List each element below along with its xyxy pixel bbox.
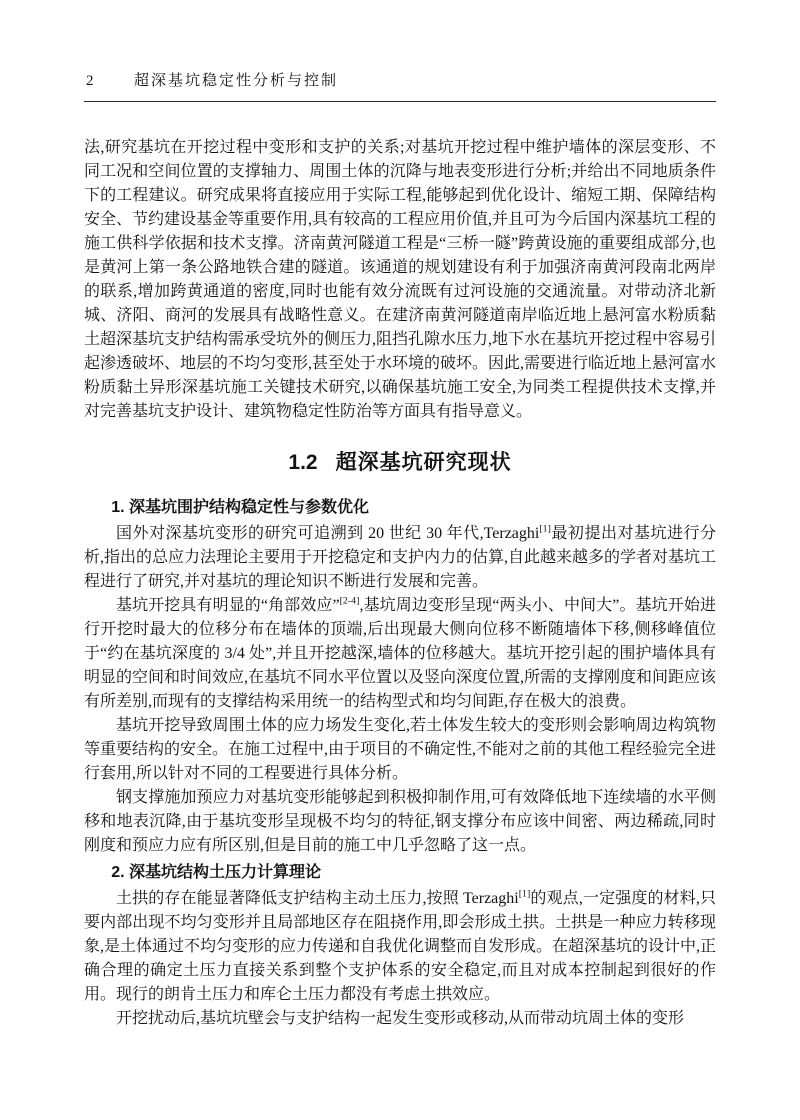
page-number: 2 bbox=[86, 73, 94, 89]
subsection-heading-2: 2. 深基坑结构土压力计算理论 bbox=[111, 864, 321, 881]
section-heading bbox=[84, 451, 716, 475]
section-title: 超深基坑研究现状 bbox=[335, 451, 512, 474]
paragraph: 国外对深基坑变形的研究可追溯到 20 世纪 30 年代,Terzaghi[1]最初提出对基坑进行分析,指出的总应力法理论主要用于开挖稳定和支护内力的估算,自此越来越多的学者对基坑工程进行了研究,并对基坑的理论知识不断进行发展和完善。 bbox=[84, 523, 717, 590]
paragraph: 基坑开挖具有明显的“角部效应”[2-4],基坑周边变形呈现“两头小、中间大”。基坑开始进行开挖时最大的位移分布在墙体的顶端,后出现最大侧向位移不断随墙体下移,侧移峰值位于“约在基坑深度的 3/4 处”,并且开挖越深,墙体的位移越大。基坑开挖引起的围护墙体具有明显的空间和时间效应,在基坑不同水平位置以及竖向深度位置,所需的支撑刚度和间距应该有所差别,而现有的支撑结构采用统一的结构型式和均匀间距,存在极大的浪费。 bbox=[84, 595, 717, 710]
paragraph-continuation: 法,研究基坑在开挖过程中变形和支护的关系;对基坑开挖过程中维护墙体的深层变形、不同工况和空间位置的支撑轴力、周围土体的沉降与地表变形进行分析;并给出不同地质条件下的工程建议。研究成果将直接应用于实际工程,能够起到优化设计、缩短工期、保障结构安全、节约建设基金等重要作用,具有较高的工程应用价值,并且可为今后国内深基坑工程的施工供科学依据和技术支撑。济南黄河隧道工程是“三桥一隧”跨黄设施的重要组成部分,也是黄河上第一条公路地铁合建的隧道。该通道的规划建设有利于加强济南黄河段南北两岸的联系,增加跨黄通道的密度,同时也能有效分流既有过河设施的交通流量。对带动济北新城、济阳、商河的发展具有战略性意义。在建济南黄河隧道南岸临近地上悬河富水粉质黏土超深基坑支护结构需承受坑外的侧压力,阻挡孔隙水压力,地下水在基坑开挖过程中容易引起渗透破坏、地层的不均匀变形,甚至处于水环境的破坏。因此,需要进行临近地上悬河富水粉质黏土异形深基坑施工关键技术研究,以确保基坑施工安全,为同类工程提供技术支撑,并对完善基坑支护设计、建筑物稳定性防治等方面具有指导意义。 bbox=[84, 139, 717, 420]
running-header bbox=[84, 70, 716, 102]
section-number: 1.2 bbox=[288, 451, 318, 474]
paragraph: 钢支撑施加预应力对基坑变形能够起到积极抑制作用,可有效降低地下连续墙的水平侧移和地表沉降,由于基坑变形呈现极不均匀的特征,钢支撑分布应该中间密、两边稀疏,同时刚度和预应力应有所区别,但是目前的施工中几乎忽略了这一点。 bbox=[84, 789, 716, 854]
paragraph: 基坑开挖导致周围土体的应力场发生变化,若土体发生较大的变形则会影响周边构筑物等重要结构的安全。在施工过程中,由于项目的不确定性,不能对之前的其他工程经验完全进行套用,所以针对不同的工程要进行具体分析。 bbox=[84, 717, 717, 782]
running-title: 超深基坑稳定性分析与控制 bbox=[134, 73, 339, 89]
paragraph: 土拱的存在能显著降低支护结构主动土压力,按照 Terzaghi[1]的观点,一定强度的材料,只要内部出现不均匀变形并且局部地区存在阻挠作用,即会形成土拱。土拱是一种应力转移现象,是土体通过不均匀变形的应力传递和自我优化调整而自发形成。在超深基坑的设计中,正确合理的确定土压力直接关系到整个支护体系的安全稳定,而且对成本控制起到很好的作用。现行的朗肯土压力和库仑土压力都没有考虑土拱效应。 bbox=[84, 888, 717, 1003]
page-body bbox=[84, 136, 716, 1031]
subsection-heading-1: 1. 深基坑围护结构稳定性与参数优化 bbox=[111, 499, 369, 516]
paragraph: 开挖扰动后,基坑坑壁会与支护结构一起发生变形或移动,从而带动坑周土体的变形 bbox=[116, 1010, 685, 1027]
